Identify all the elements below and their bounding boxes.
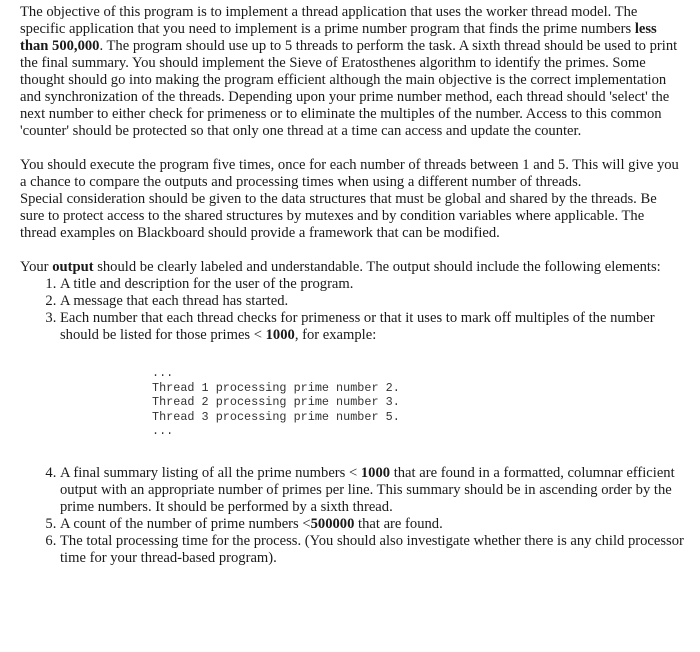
output-elements-list (20, 276, 684, 344)
objective-text: The objective of this program is to implement a thread application that uses the worker thread model. The specific application that you need to implement is a prime number program that finds the prime numbers (20, 4, 638, 37)
list-item: 3. Each number that each thread checks for primeness or that it uses to mark off multiples of the number should be listed for those primes < 1000, for example: (60, 310, 684, 344)
list-item: 5. A count of the number of prime numbers <500000 that are found. (60, 516, 684, 533)
code-line: Thread 3 processing prime number 5. (152, 409, 400, 424)
list-item: 2. A message that each thread has started. (60, 293, 684, 310)
list-item: 6. The total processing time for the process. (You should also investigate whether there is any child processor time for your thread-based program). (60, 533, 684, 567)
output-bold: output (52, 259, 94, 275)
example-output-code (152, 366, 684, 439)
code-line: Thread 1 processing prime number 2. (152, 380, 400, 395)
execution-paragraph: You should execute the program five times, once for each number of threads between 1 and 5. This will give you a chance to compare the outputs and processing times when using a different number of threads. (20, 157, 679, 190)
objective-text-continued: . The program should use up to 5 threads to perform the task. A sixth thread should be used to print the final summary. You should implement the Sieve of Eratosthenes algorithm to identify the primes. Some thought should go into making the program efficient although the main objective is the correct implementation and synchronization of the threads. Depending upon your prime number method, each thread should 'select' the next number to either check for primeness or to eliminate the multiples of the number. Access to this common 'counter' should be protected so that only one thread at a time can access and update the counter. (20, 38, 678, 139)
list-item: 1. A title and description for the user of the program. (60, 276, 684, 293)
objective-paragraph (20, 4, 684, 140)
data-structures-paragraph: Special consideration should be given to the data structures that must be global and shared by the threads. Be sure to protect access to the shared structures by mutexes and by condition variables where applicable. The thread examples on Blackboard should provide a framework that can be modified. (20, 191, 657, 241)
list-item: 4. A final summary listing of all the prime numbers < 1000 that are found in a formatted, columnar efficient output with an appropriate number of primes per line. This summary should be in ascending order by the prime numbers. It should be performed by a sixth thread. (60, 465, 684, 516)
code-line: ... (152, 424, 174, 438)
objective-limit-bold: less than 500,000 (20, 21, 657, 54)
code-line: ... (152, 366, 174, 380)
output-elements-list-continued (20, 465, 684, 567)
code-line: Thread 2 processing prime number 3. (152, 395, 400, 409)
output-paragraph: Your output should be clearly labeled and understandable. The output should include the following elements: (20, 259, 661, 275)
